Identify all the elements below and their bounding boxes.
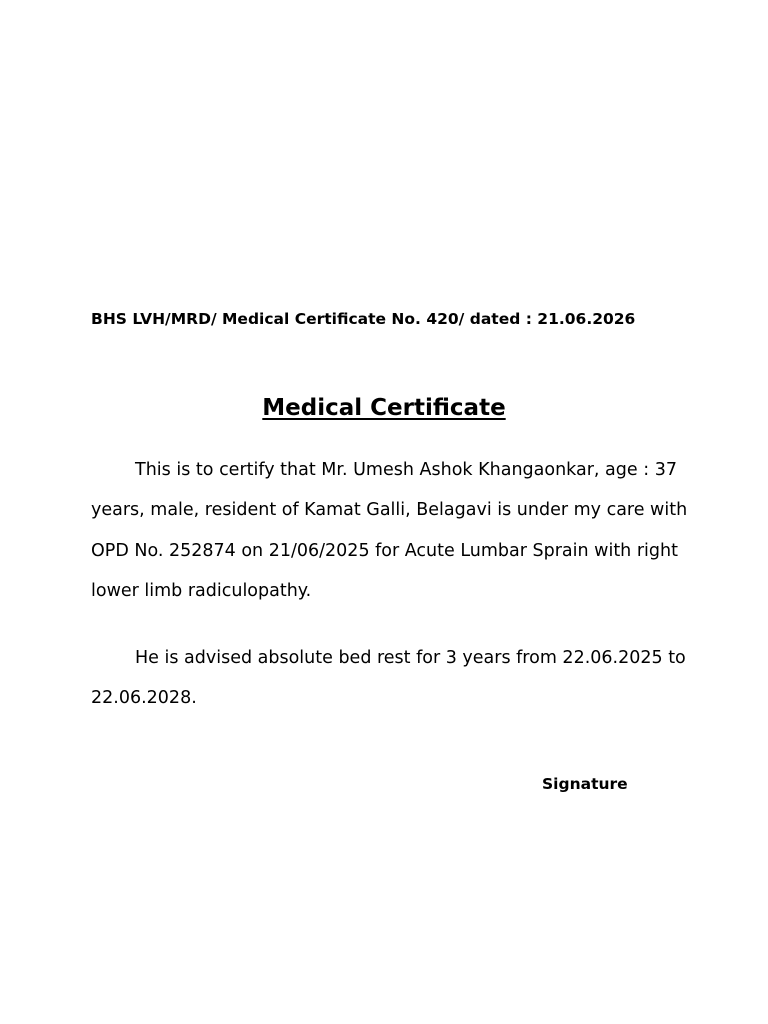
paragraph-1-line-2: years, male, resident of Kamat Galli, Belagavi is under my care with: [91, 500, 688, 520]
paragraph-1-line-3: OPD No. 252874 on 21/06/2025 for Acute Lumbar Sprain with right: [91, 541, 678, 561]
paragraph-2-line-1: He is advised absolute bed rest for 3 years from 22.06.2025 to: [135, 648, 686, 668]
signature-label: Signature: [542, 775, 628, 793]
paragraph-1-line-4: lower limb radiculopathy.: [91, 581, 312, 601]
certificate-title: Medical Certificate: [262, 395, 506, 421]
paragraph-2-line-2: 22.06.2028.: [91, 688, 197, 708]
certificate-reference: BHS LVH/MRD/ Medical Certificate No. 420/ dated : 21.06.2026: [91, 310, 636, 328]
paragraph-1-line-1: This is to certify that Mr. Umesh Ashok Khangaonkar, age : 37: [135, 460, 677, 480]
